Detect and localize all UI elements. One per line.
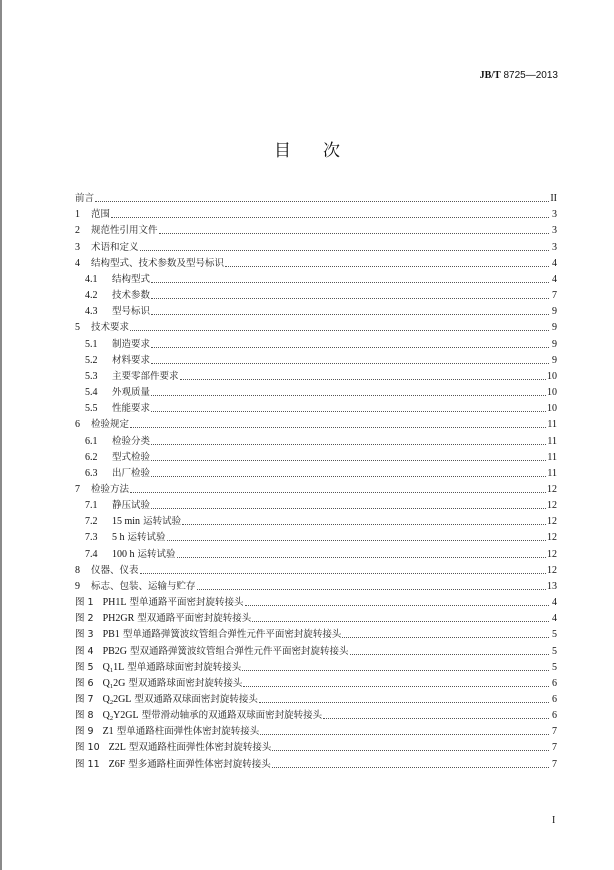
figure-entry[interactable]: [75, 690, 557, 706]
dot-leader: [111, 217, 549, 218]
toc-entry[interactable]: [75, 415, 557, 431]
toc-entry-page: 11: [547, 467, 557, 479]
toc-entry-label: [91, 565, 139, 577]
figure-entry-page: 6: [552, 694, 557, 705]
toc-entry-label-text: 技术要求: [91, 322, 130, 334]
figure-model-code: PB1: [102, 629, 120, 641]
toc-entry-page: 10: [547, 387, 557, 399]
toc-entry-label: [91, 242, 139, 254]
figure-model: [103, 629, 120, 640]
toc-entry-label-text: 检验分类: [112, 435, 151, 447]
dot-leader: [180, 379, 546, 380]
toc-entry-number: 6.3: [85, 467, 98, 479]
figure-entry[interactable]: [75, 754, 557, 770]
figure-title: 型单通路柱面弹性体密封旋转接头: [113, 726, 260, 738]
toc-entry[interactable]: [75, 318, 557, 334]
toc-entry[interactable]: [75, 270, 557, 286]
toc-entry-number: 4.2: [85, 290, 98, 302]
toc-entry[interactable]: [75, 561, 557, 577]
toc-entry-number: 4.1: [85, 273, 98, 285]
dot-leader: [151, 411, 546, 412]
figure-title: 型多通路柱面弹性体密封旋转接头: [125, 758, 271, 770]
toc-entry-label-text: 性能要求: [112, 403, 151, 415]
figure-title: 型双通路柱面弹性体密封旋转接头: [125, 742, 272, 754]
figure-entry-page: 4: [552, 597, 557, 609]
toc-entry-number: 6.2: [85, 451, 98, 463]
figure-model-code: PB2G: [102, 645, 128, 657]
figure-entry[interactable]: [75, 625, 557, 641]
toc-entry-page: 13: [547, 580, 557, 592]
dot-leader: [130, 492, 546, 493]
toc-entry-label-text: 出厂检验: [112, 467, 151, 479]
figure-entry[interactable]: [75, 658, 557, 674]
figure-title: 型带滑动轴承的双通路双球面密封旋转接头: [138, 710, 323, 722]
toc-entry-number: 7.2: [85, 516, 98, 528]
dot-leader: [197, 589, 546, 590]
toc-entry-label: [112, 468, 150, 480]
figure-entry[interactable]: [75, 706, 557, 722]
figure-entry-page: 5: [552, 645, 557, 657]
toc-entry-label-text: 结构型式: [112, 273, 151, 285]
toc-entry-label: [75, 193, 94, 205]
toc-entry-page: 12: [547, 483, 557, 495]
dot-leader: [177, 557, 546, 558]
toc-entry-label-text: 仪器、仪表: [91, 564, 139, 576]
figure-number: 图 8: [75, 710, 94, 722]
toc-entry-number: 7.4: [85, 548, 98, 560]
toc-entry-page: 12: [547, 516, 557, 528]
dot-leader: [350, 654, 549, 655]
toc-entry-page: 12: [547, 548, 557, 560]
toc-entry-number: 9: [75, 580, 80, 592]
toc-entry[interactable]: [75, 351, 557, 367]
dot-leader: [272, 750, 549, 751]
toc-entry-page: 12: [547, 564, 557, 576]
dot-leader: [130, 427, 546, 428]
toc-entry-label: [91, 322, 129, 334]
figure-title: 型单通路平面密封旋转接头: [126, 597, 244, 609]
toc-entry-page: 3: [552, 225, 557, 237]
toc-entry-page: 12: [547, 500, 557, 512]
figure-number: 图 2: [75, 613, 94, 625]
toc-entry-number: 4.3: [85, 306, 98, 318]
dot-leader: [259, 702, 549, 703]
toc-entry-page: 10: [547, 403, 557, 415]
toc-entry-page: 4: [552, 257, 557, 269]
page-left-edge: [0, 0, 2, 870]
toc-entry[interactable]: [75, 577, 557, 593]
toc-entry-number: 5.4: [85, 387, 98, 399]
standard-code: [480, 70, 558, 81]
toc-entry[interactable]: [75, 496, 557, 512]
dot-leader: [272, 767, 549, 768]
toc-entry-label-latin: 5 h: [112, 532, 125, 544]
toc-entry-label-text: 主要零部件要求: [112, 370, 179, 382]
page-title: [0, 136, 614, 161]
toc-entry-label-text: 运转试验: [134, 548, 176, 560]
dot-leader: [242, 670, 549, 671]
figure-model-code: PH1L: [102, 597, 127, 609]
toc-entry-number: 3: [75, 241, 80, 253]
toc-entry-page: 10: [547, 370, 557, 382]
dot-leader: [140, 250, 549, 251]
figure-model-subscript: 1: [109, 682, 114, 690]
figure-number: 图 3: [75, 629, 94, 641]
dot-leader: [151, 395, 546, 396]
toc-entry-label: [91, 209, 110, 221]
toc-entry-label: [112, 500, 150, 512]
toc-entry-label-text: 前言: [75, 193, 95, 205]
toc-entry-label: [112, 452, 150, 464]
toc-entry-label: [112, 371, 179, 383]
figure-entry[interactable]: [75, 641, 557, 657]
dot-leader: [159, 233, 549, 234]
dot-leader: [260, 734, 549, 735]
dot-leader: [95, 201, 549, 202]
figure-model-suffix: Y2GL: [113, 710, 139, 722]
figure-number: 图 7: [75, 694, 94, 705]
dot-leader: [225, 266, 549, 267]
toc-entry[interactable]: [75, 480, 557, 496]
toc-entry-label-latin: 100 h: [112, 548, 135, 560]
figure-model: [103, 613, 135, 624]
toc-entry-label: [91, 484, 129, 496]
figure-number: 图 1: [75, 597, 94, 609]
figure-entry-page: 5: [552, 661, 557, 673]
toc-entry-page: 9: [552, 306, 557, 318]
figure-entry-label: [75, 678, 242, 690]
toc-entry-label: [112, 274, 150, 286]
dot-leader: [245, 605, 549, 606]
toc-entry[interactable]: [75, 205, 557, 221]
figure-entry[interactable]: [75, 674, 557, 690]
dot-leader: [151, 460, 546, 461]
toc-entry[interactable]: [75, 544, 557, 560]
figure-entry-page: 7: [552, 742, 557, 754]
dot-leader: [151, 298, 549, 299]
toc-entry-page: 7: [552, 290, 557, 302]
dot-leader: [130, 330, 549, 331]
toc-entry-number: 5.1: [85, 338, 98, 350]
title-char-1: 目: [274, 141, 291, 161]
toc-entry-page: 11: [547, 419, 557, 431]
figure-entry-label: [75, 662, 241, 674]
toc-entry-label: [91, 225, 158, 237]
toc-entry-label: [112, 387, 150, 399]
figure-title: 型单通路球面密封旋转接头: [124, 661, 242, 673]
dot-leader: [342, 637, 549, 638]
figure-title: 型双通路弹簧波纹管组合弹性元件平面密封旋转接头: [127, 645, 349, 657]
toc-entry-number: 2: [75, 225, 80, 237]
figure-model-suffix: 1L: [113, 661, 125, 673]
figure-model-suffix: 2G: [113, 677, 126, 689]
toc-entry-page: 9: [552, 322, 557, 334]
toc-entry[interactable]: [75, 399, 557, 415]
figure-model-code: Z1: [102, 726, 114, 738]
toc-entry-label-text: 材料要求: [112, 354, 151, 366]
toc-entry-label-text: 标志、包装、运输与贮存: [91, 580, 196, 592]
figure-entry-label: [75, 710, 322, 722]
figure-title: 型双通路球面密封旋转接头: [125, 677, 243, 689]
figure-model: [103, 646, 127, 657]
figure-entry-page: 5: [552, 629, 557, 641]
toc-entry-number: 5.2: [85, 354, 98, 366]
figure-model: [103, 678, 126, 689]
toc-entry-number: 7: [75, 483, 80, 495]
toc-entry-label-text: 型式检验: [112, 451, 151, 463]
toc-entry-label-text: 术语和定义: [91, 241, 139, 253]
figure-model: [103, 710, 139, 721]
figure-entry-page: 4: [552, 613, 557, 625]
toc-entry[interactable]: [75, 221, 557, 237]
toc-entry[interactable]: [75, 383, 557, 399]
figure-number: 图 10: [75, 742, 100, 754]
figure-model-subscript: 2: [109, 699, 114, 706]
toc-entry-label: [112, 436, 150, 448]
figure-entry-label: [75, 629, 341, 641]
toc-entry-label-text: 制造要求: [112, 338, 151, 350]
toc-entry-label: [112, 549, 176, 561]
figure-model: [103, 662, 125, 673]
toc-entry-number: 5.3: [85, 370, 98, 382]
figure-entry-page: 6: [552, 677, 557, 689]
title-char-2: 次: [323, 141, 340, 161]
toc-entry-page: 9: [552, 338, 557, 350]
figure-entry-page: 6: [552, 710, 557, 722]
toc-entry-label-text: 运转试验: [140, 516, 182, 528]
toc-entry-label: [112, 306, 150, 318]
toc-entry-page: 9: [552, 354, 557, 366]
figure-title: 型双通路平面密封旋转接头: [134, 613, 252, 625]
figure-entry-label: [75, 694, 258, 706]
toc-entry-page: 4: [552, 273, 557, 285]
figure-model-subscript: 1: [109, 666, 114, 674]
toc-entry-label-latin: 15 min: [112, 516, 141, 528]
figure-model: [109, 759, 126, 770]
dot-leader: [167, 540, 546, 541]
figure-model-code: Z2L: [108, 742, 126, 754]
toc-entry-number: 5.5: [85, 403, 98, 415]
figure-model-code: Q: [102, 710, 110, 722]
figure-model-code: Q: [102, 661, 110, 673]
toc-entry-page: 11: [547, 435, 557, 447]
toc-entry-number: 7.1: [85, 500, 98, 512]
figure-number: 图 5: [75, 661, 94, 673]
toc-entry[interactable]: [75, 464, 557, 480]
toc-entry[interactable]: [75, 237, 557, 253]
dot-leader: [140, 573, 546, 574]
table-of-contents: [75, 189, 557, 771]
dot-leader: [323, 718, 549, 719]
figure-number: 图 9: [75, 726, 94, 738]
figure-model: [103, 726, 114, 737]
dot-leader: [151, 476, 546, 477]
dot-leader: [151, 508, 546, 509]
toc-entry-label-text: 检验规定: [91, 419, 130, 431]
standard-prefix: JB/T: [479, 70, 501, 81]
toc-entry-number: 6.1: [85, 435, 98, 447]
figure-title: 型单通路弹簧波纹管组合弹性元件平面密封旋转接头: [119, 629, 342, 641]
toc-entry[interactable]: [75, 431, 557, 447]
dot-leader: [151, 444, 546, 445]
figure-model-subscript: 2: [109, 715, 114, 723]
toc-entry[interactable]: [75, 254, 557, 270]
figure-entry[interactable]: [75, 593, 557, 609]
figure-number: 图 6: [75, 677, 94, 689]
dot-leader: [151, 363, 549, 364]
toc-entry-label: [112, 532, 166, 544]
figure-title: 型双通路双球面密封旋转接头: [131, 694, 258, 705]
dot-leader: [151, 347, 549, 348]
toc-entry-label: [112, 290, 150, 302]
figure-model: [109, 742, 126, 753]
toc-entry-label-text: 外观质量: [112, 387, 151, 399]
figure-entry[interactable]: [75, 722, 557, 738]
figure-model-code: PH2GR: [102, 613, 135, 625]
figure-model-code: Q: [102, 694, 110, 705]
figure-model-suffix: 2GL: [113, 694, 132, 705]
toc-entry-page: II: [550, 193, 557, 205]
toc-entry-label-text: 型号标识: [112, 306, 151, 318]
toc-entry-label: [91, 419, 129, 431]
toc-entry[interactable]: [75, 367, 557, 383]
standard-number: 8725—2013: [503, 70, 558, 81]
toc-entry-number: 5: [75, 322, 80, 334]
figure-entry-label: [75, 613, 251, 625]
toc-entry-number: 8: [75, 564, 80, 576]
toc-entry[interactable]: [75, 286, 557, 302]
dot-leader: [243, 686, 549, 687]
toc-entry-number: 6: [75, 419, 80, 431]
toc-entry-page: 11: [547, 451, 557, 463]
figure-entry-label: [75, 597, 244, 609]
figure-entry[interactable]: [75, 738, 557, 754]
figure-number: 图 4: [75, 645, 94, 657]
toc-entry[interactable]: [75, 512, 557, 528]
figure-model-code: Q: [102, 677, 110, 689]
toc-entry[interactable]: [75, 448, 557, 464]
toc-entry-page: 12: [547, 532, 557, 544]
figure-entry[interactable]: [75, 609, 557, 625]
figure-entry-label: [75, 726, 259, 738]
toc-entry[interactable]: [75, 334, 557, 350]
toc-entry-label-text: 范围: [91, 209, 111, 221]
figure-model: [103, 597, 127, 608]
figure-model: [103, 694, 132, 705]
dot-leader: [182, 524, 546, 525]
toc-entry-label: [112, 355, 150, 367]
toc-entry-label-text: 检验方法: [91, 483, 130, 495]
toc-entry-label: [91, 581, 196, 593]
figure-entry-page: 7: [552, 726, 557, 738]
toc-entry-number: 7.3: [85, 532, 98, 544]
dot-leader: [151, 314, 549, 315]
toc-entry-label-text: 静压试验: [112, 500, 151, 512]
toc-entry-label-text: 运转试验: [124, 532, 166, 544]
toc-entry[interactable]: [75, 528, 557, 544]
toc-entry-number: 1: [75, 209, 80, 221]
toc-entry[interactable]: [75, 302, 557, 318]
dot-leader: [151, 282, 549, 283]
toc-entry[interactable]: [75, 189, 557, 205]
page-number: I: [552, 815, 556, 826]
toc-entry-label: [112, 339, 150, 351]
figure-model-code: Z6F: [108, 758, 126, 770]
toc-entry-label-text: 规范性引用文件: [91, 225, 158, 237]
toc-entry-label: [91, 258, 224, 270]
toc-entry-label-text: 技术参数: [112, 290, 151, 302]
figure-entry-label: [75, 759, 271, 771]
toc-entry-page: 3: [552, 241, 557, 253]
toc-entry-number: 4: [75, 257, 80, 269]
figure-entry-page: 7: [552, 758, 557, 770]
dot-leader: [252, 621, 549, 622]
figure-number: 图 11: [75, 758, 100, 770]
figure-entry-label: [75, 742, 271, 754]
toc-entry-label: [112, 516, 181, 528]
toc-entry-label-text: 结构型式、技术参数及型号标识: [91, 257, 225, 269]
figure-entry-label: [75, 646, 349, 658]
toc-entry-label: [112, 403, 150, 415]
toc-entry-page: 3: [552, 209, 557, 221]
